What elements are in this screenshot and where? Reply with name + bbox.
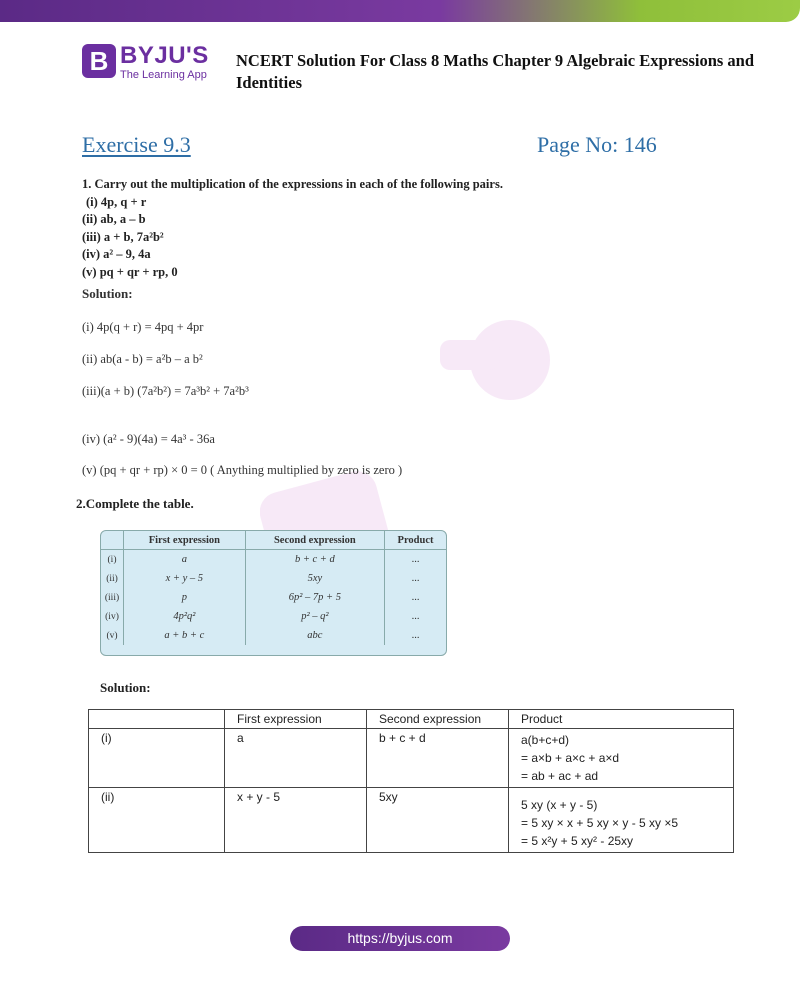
row-number: (ii): [89, 788, 225, 853]
solution-1-label: Solution:: [82, 286, 133, 301]
first-expression: a: [181, 554, 187, 565]
question-table: [100, 530, 447, 656]
table-header: Product: [385, 531, 446, 550]
second-expression: p² – q²: [301, 611, 329, 622]
product-line: = a×b + a×c + a×d: [521, 751, 620, 765]
table-header: First expression: [225, 710, 367, 729]
question-1-part: (ii) ab, a – b: [82, 212, 146, 226]
table-row: [89, 788, 734, 853]
second-expression: b + c + d: [367, 729, 509, 788]
table-header: Product: [509, 710, 734, 729]
footer-url-link[interactable]: https://byjus.com: [290, 926, 510, 951]
row-number: (iii): [101, 588, 124, 607]
product-cell: ...: [411, 592, 420, 603]
row-number: (v): [101, 626, 124, 645]
table-header: [89, 710, 225, 729]
product-line: 5 xy (x + y - 5): [521, 798, 598, 812]
solution-1-answer: (i) 4p(q + r) = 4pq + 4pr: [82, 320, 204, 334]
product-cell: [509, 788, 734, 853]
logo-tagline: The Learning App: [120, 69, 207, 81]
table-row: [101, 607, 446, 626]
solution-2-label: Solution:: [100, 680, 151, 695]
table-row: [101, 569, 446, 588]
row-number: (iv): [101, 607, 124, 626]
question-1-part: (iv) a² – 9, 4a: [82, 247, 151, 261]
solution-table: [88, 709, 734, 853]
table-row: [101, 550, 446, 570]
first-expression: x + y - 5: [225, 788, 367, 853]
second-expression: b + c + d: [294, 554, 335, 565]
row-number: (i): [101, 550, 124, 570]
solution-1-answer: (iv) (a² - 9)(4a) = 4a³ - 36a: [82, 432, 215, 446]
row-number: (i): [89, 729, 225, 788]
question-1-text: 1. Carry out the multiplication of the expressions in each of the following pairs.: [82, 177, 503, 191]
question-1-part: (v) pq + qr + rp, 0: [82, 264, 178, 279]
question-1-part: (iii) a + b, 7a²b²: [82, 229, 164, 244]
table-header: First expression: [124, 531, 246, 550]
table-row: [101, 588, 446, 607]
first-expression: a + b + c: [164, 630, 205, 641]
product-line: = ab + ac + ad: [521, 769, 599, 783]
product-line: = 5 xy × x + 5 xy × y - 5 xy ×5: [521, 816, 679, 830]
table-header: Second expression: [245, 531, 384, 550]
question-1: [82, 176, 503, 281]
first-expression: a: [225, 729, 367, 788]
second-expression: 6p² – 7p + 5: [288, 592, 341, 603]
second-expression: 5xy: [367, 788, 509, 853]
question-1-part: (i) 4p, q + r: [86, 194, 147, 209]
page-number: Page No: 146: [537, 132, 657, 157]
product-cell: ...: [411, 630, 420, 641]
first-expression: p: [181, 592, 187, 603]
product-cell: ...: [411, 554, 420, 565]
table-header: Second expression: [367, 710, 509, 729]
logo-icon: B: [82, 44, 116, 78]
table-header-row: [89, 710, 734, 729]
byjus-logo: [82, 44, 222, 89]
solution-1-answer: (iii)(a + b) (7a²b²) = 7a³b² + 7a²b³: [82, 384, 249, 398]
solution-1-answer: (v) (pq + qr + rp) × 0 = 0 ( Anything multiplied by zero is zero ): [82, 463, 403, 477]
table-row: [101, 626, 446, 645]
product-cell: ...: [411, 573, 420, 584]
product-cell: ...: [411, 611, 420, 622]
solution-1-answer: (ii) ab(a - b) = a²b – a b²: [82, 352, 203, 366]
table-header-blank: [101, 531, 124, 550]
table-row: [89, 729, 734, 788]
first-expression: 4p²q²: [173, 611, 196, 622]
logo-name: BYJU'S: [120, 42, 209, 69]
second-expression: abc: [307, 630, 323, 641]
product-line: a(b+c+d): [521, 733, 570, 747]
first-expression: x + y – 5: [165, 573, 204, 584]
product-cell: [509, 729, 734, 788]
question-2-text: 2.Complete the table.: [76, 496, 194, 511]
document-title: NCERT Solution For Class 8 Maths Chapter 9 Algebraic Expressions and Identities: [236, 51, 755, 92]
product-line: = 5 x²y + 5 xy² - 25xy: [521, 834, 634, 848]
exercise-title: Exercise 9.3: [82, 132, 191, 157]
second-expression: 5xy: [307, 573, 323, 584]
top-decoration-bar: [0, 0, 800, 22]
row-number: (ii): [101, 569, 124, 588]
